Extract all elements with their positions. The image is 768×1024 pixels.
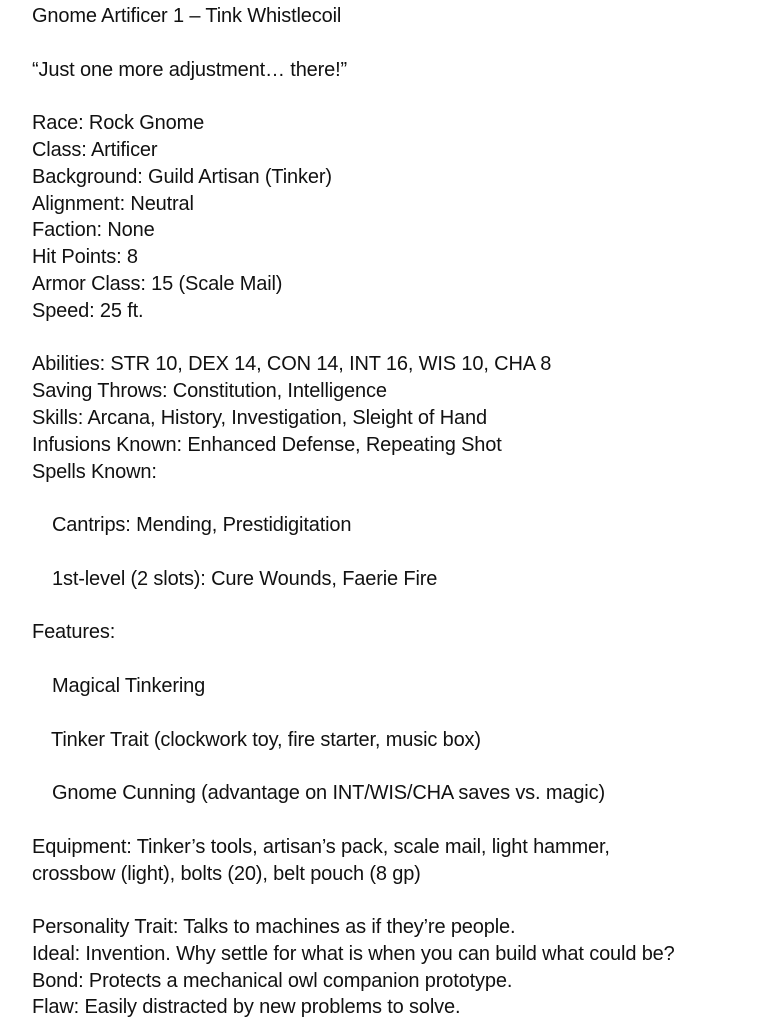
spacer [32,30,764,57]
infusions-line: Infusions Known: Enhanced Defense, Repeating Shot [32,433,502,456]
first-level-spells-line: 1st-level (2 slots): Cure Wounds, Faerie Fire [52,567,438,590]
class-line: Class: Artificer [32,138,158,161]
bond-line: Bond: Protects a mechanical owl companion prototype. [32,969,513,992]
flaw-line: Flaw: Easily distracted by new problems to solve. [32,996,461,1019]
equipment-line: Equipment: Tinker’s tools, artisan’s pack, scale mail, light hammer, [32,835,610,858]
hit-points-line: Hit Points: 8 [32,246,138,269]
feature-item: Tinker Trait (clockwork toy, fire starter, music box) [51,728,481,751]
equipment-section [32,834,764,888]
spacer [32,485,764,512]
feature-item: Magical Tinkering [52,674,206,697]
spacer [32,593,764,620]
cantrips-line: Cantrips: Mending, Prestidigitation [52,514,352,537]
background-line: Background: Guild Artisan (Tinker) [32,165,332,188]
alignment-line: Alignment: Neutral [32,192,194,215]
spacer [32,325,764,352]
armor-class-line: Armor Class: 15 (Scale Mail) [32,272,283,295]
character-sheet [32,3,764,1021]
faction-line: Faction: None [32,219,155,242]
sheet-title: Gnome Artificer 1 – Tink Whistlecoil [32,5,342,27]
personality-section [32,914,764,1021]
ideal-line: Ideal: Invention. Why settle for what is when you can build what could be? [32,942,675,965]
spacer [32,807,764,834]
spacer [32,753,764,780]
spacer [32,539,764,566]
features-label: Features: [32,621,116,644]
character-quote: “Just one more adjustment… there!” [32,58,348,81]
spacer [32,646,764,673]
race-line: Race: Rock Gnome [32,112,205,135]
saving-throws-line: Saving Throws: Constitution, Intelligence [32,380,387,403]
equipment-line-continued: crossbow (light), bolts (20), belt pouch (8 gp) [32,862,421,885]
spacer [32,887,764,914]
abilities-line: Abilities: STR 10, DEX 14, CON 14, INT 16, WIS 10, CHA 8 [32,353,552,376]
spells-known-label: Spells Known: [32,460,157,483]
skills-line: Skills: Arcana, History, Investigation, Sleight of Hand [32,406,487,429]
personality-trait-line: Personality Trait: Talks to machines as if they’re people. [32,916,516,939]
spacer [32,700,764,727]
speed-line: Speed: 25 ft. [32,299,144,322]
spacer [32,83,764,110]
feature-item: Gnome Cunning (advantage on INT/WIS/CHA saves vs. magic) [52,782,605,805]
stats-section [32,351,764,485]
basics-section [32,110,764,324]
